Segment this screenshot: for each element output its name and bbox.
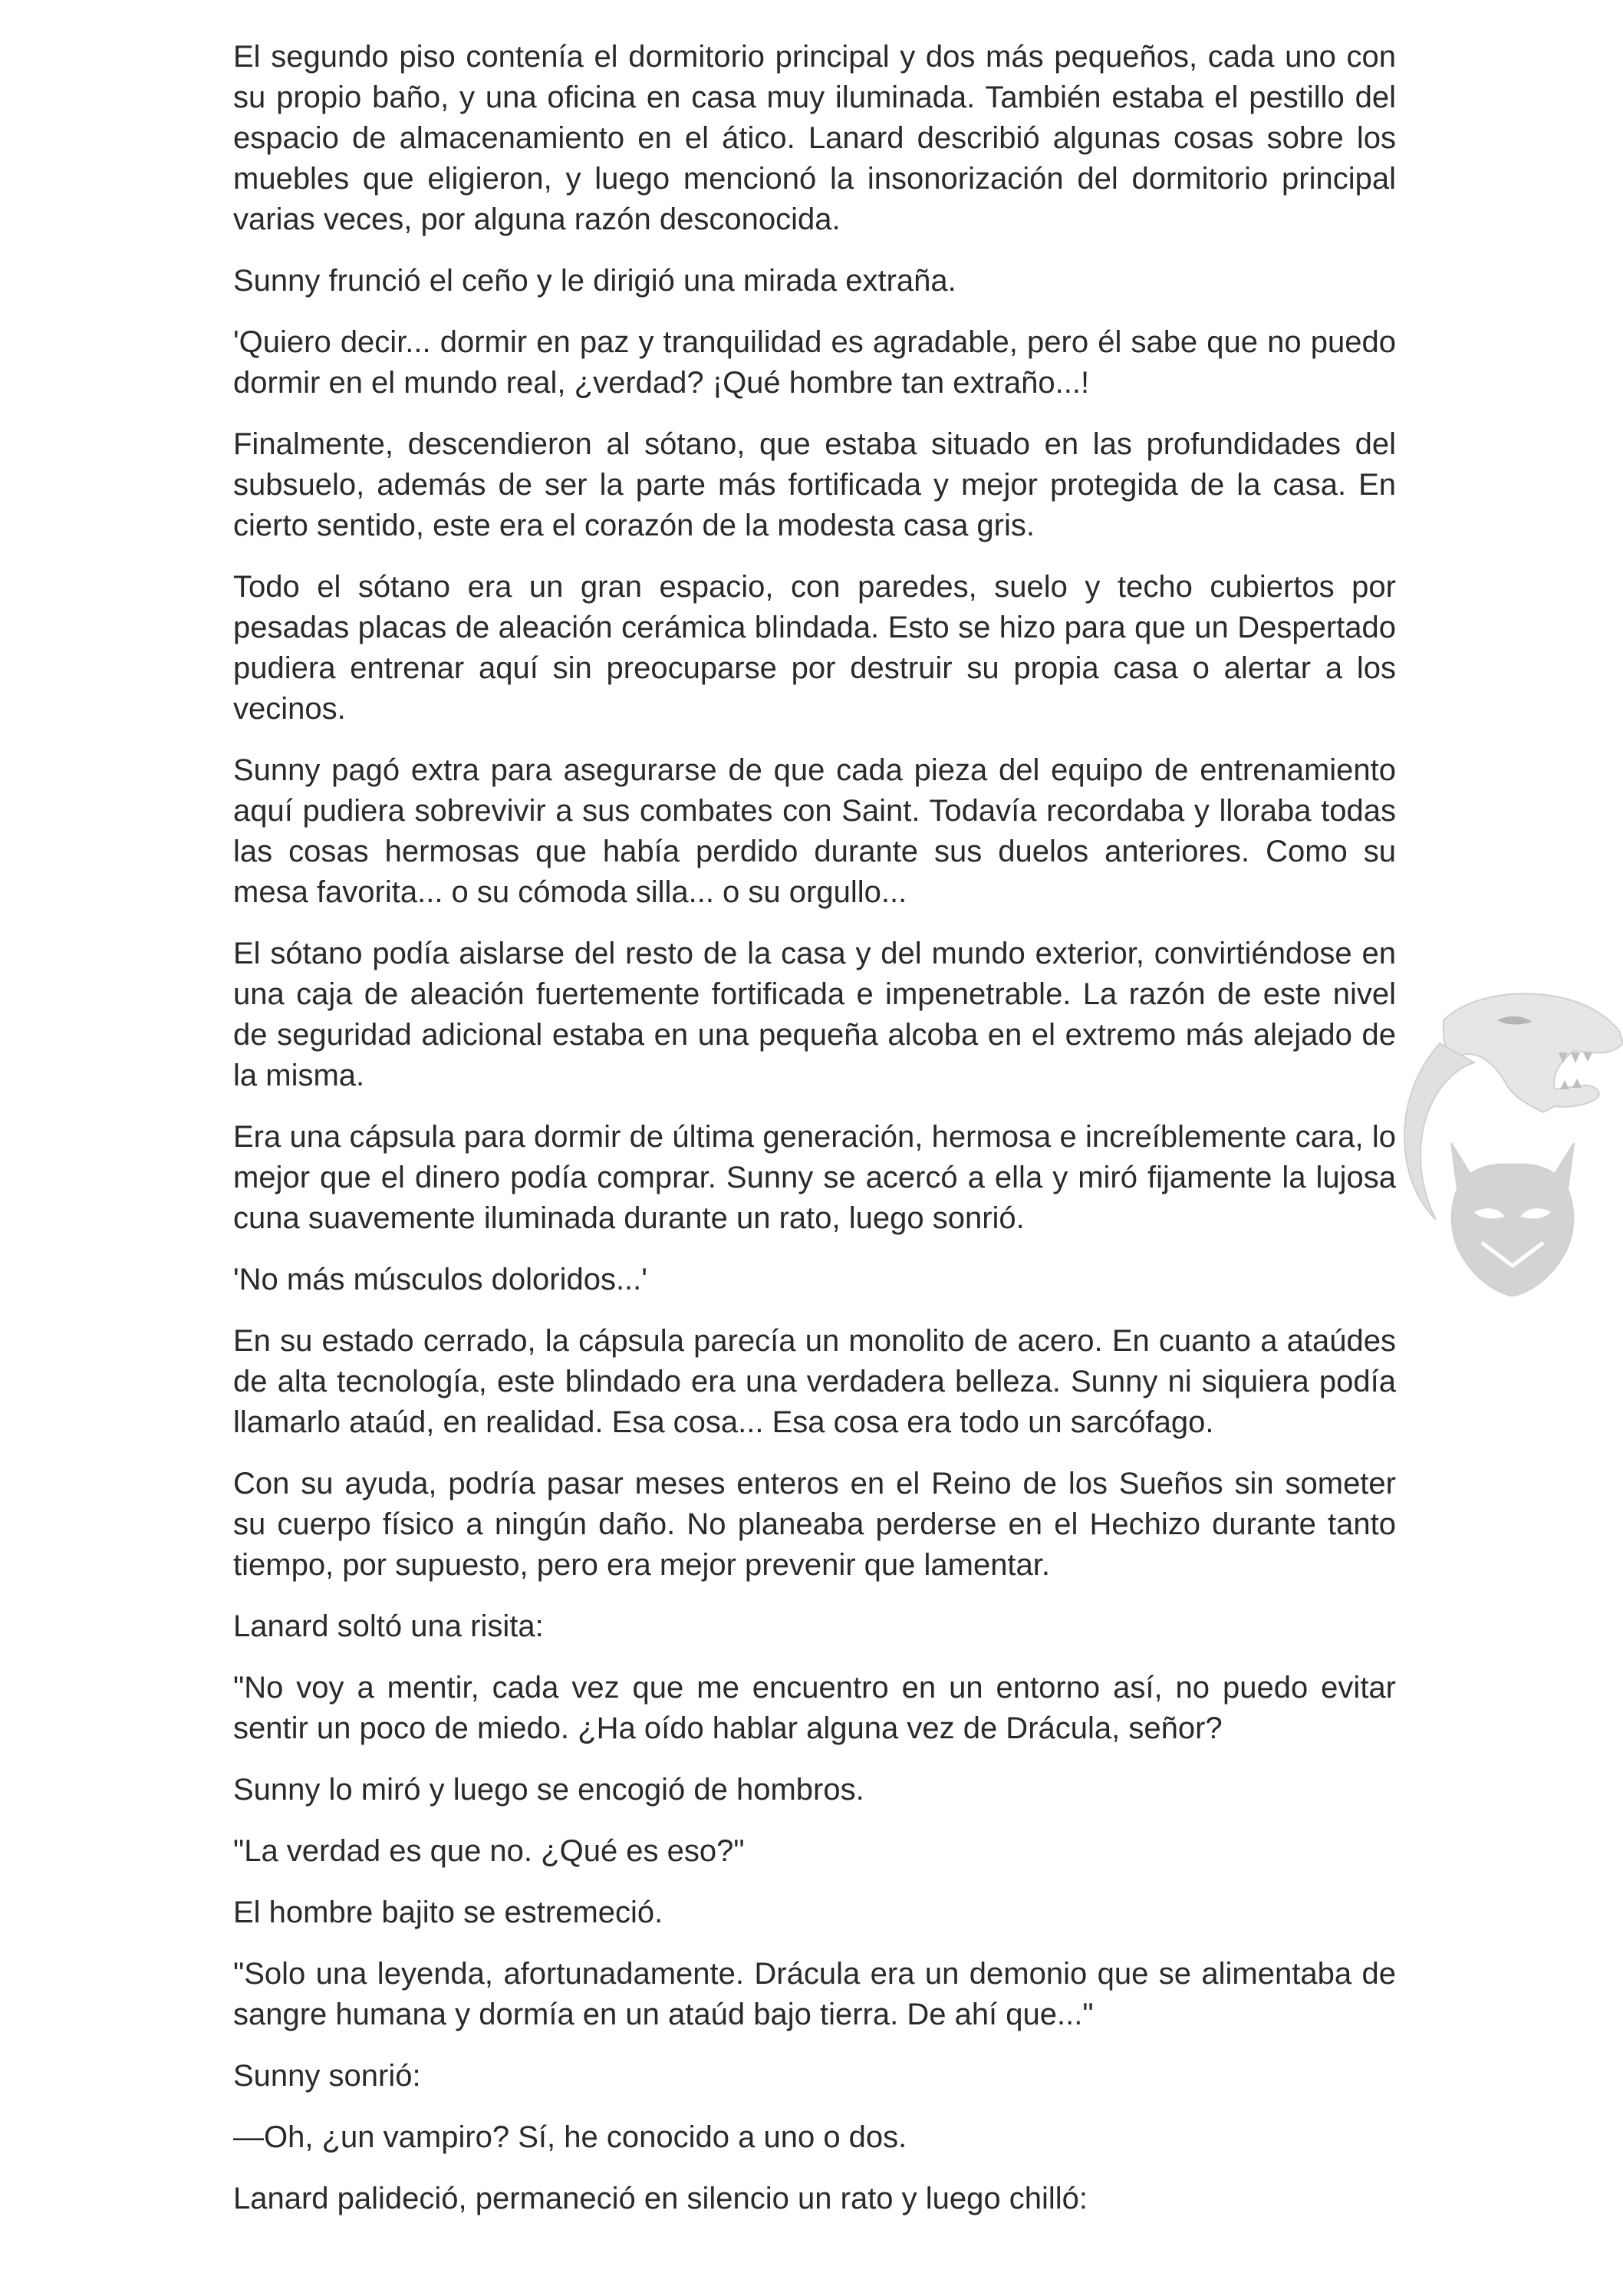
paragraph: —Oh, ¿un vampiro? Sí, he conocido a uno o dos. xyxy=(233,2120,907,2154)
paragraph: El sótano podía aislarse del resto de la casa y del mundo exterior, convirtiéndose en una caja de aleación fuertemente fortificada e impenetrable. La razón de este nivel de seguridad adicional estaba en una pequeña alcoba en el extremo más alejado de la misma. xyxy=(233,937,1396,1092)
paragraph: En su estado cerrado, la cápsula parecía un monolito de acero. En cuanto a ataúdes de alta tecnología, este blindado era una verdadera belleza. Sunny ni siquiera podía llamarlo ataúd, en realidad. Esa cosa... Esa cosa era todo un sarcófago. xyxy=(233,1324,1396,1439)
paragraph: Sunny pagó extra para asegurarse de que cada pieza del equipo de entrenamiento aquí pudiera sobrevivir a sus combates con Saint. Todavía recordaba y lloraba todas las cosas hermosas que había perdido durante sus duelos anteriores. Como su mesa favorita... o su cómoda silla... o su orgullo... xyxy=(233,753,1396,909)
paragraph: Todo el sótano era un gran espacio, con paredes, suelo y techo cubiertos por pesadas placas de aleación cerámica blindada. Esto se hizo para que un Despertado pudiera entrenar aquí sin preocuparse por destruir su propia casa o alertar a los vecinos. xyxy=(233,570,1396,726)
paragraph: Era una cápsula para dormir de última generación, hermosa e increíblemente cara, lo mejor que el dinero podía comprar. Sunny se acercó a ella y miró fijamente la lujosa cuna suavemente iluminada durante un rato, luego sonrió. xyxy=(233,1120,1396,1235)
paragraph: 'No más músculos doloridos...' xyxy=(233,1263,647,1296)
paragraph: "Solo una leyenda, afortunadamente. Drácula era un demonio que se alimentaba de sangre humana y dormía en un ataúd bajo tierra. De ahí que..." xyxy=(233,1957,1396,2031)
paragraph: "No voy a mentir, cada vez que me encuentro en un entorno así, no puedo evitar sentir un poco de miedo. ¿Ha oído hablar alguna vez de Drácula, señor? xyxy=(233,1671,1396,1745)
paragraph: Lanard palideció, permaneció en silencio un rato y luego chilló: xyxy=(233,2182,1088,2215)
paragraph: El hombre bajito se estremeció. xyxy=(233,1896,663,1929)
paragraph: 'Quiero decir... dormir en paz y tranquilidad es agradable, pero él sabe que no puedo dormir en el mundo real, ¿verdad? ¡Qué hombre tan extraño...! xyxy=(233,325,1396,400)
body-text xyxy=(233,37,1396,2240)
paragraph: Finalmente, descendieron al sótano, que estaba situado en las profundidades del subsuelo, además de ser la parte más fortificada y mejor protegida de la casa. En cierto sentido, este era el corazón de la modesta casa gris. xyxy=(233,427,1396,542)
paragraph: Sunny sonrió: xyxy=(233,2059,421,2093)
paragraph: Sunny lo miró y luego se encogió de hombros. xyxy=(233,1773,864,1807)
dinosaur-demon-watermark-icon xyxy=(1397,990,1623,1296)
paragraph: "La verdad es que no. ¿Qué es eso?" xyxy=(233,1834,745,1868)
paragraph: El segundo piso contenía el dormitorio principal y dos más pequeños, cada uno con su propio baño, y una oficina en casa muy iluminada. También estaba el pestillo del espacio de almacenamiento en el ático. Lanard describió algunas cosas sobre los muebles que eligieron, y luego mencionó la insonorización del dormitorio principal varias veces, por alguna razón desconocida. xyxy=(233,40,1396,236)
paragraph: Con su ayuda, podría pasar meses enteros en el Reino de los Sueños sin someter su cuerpo físico a ningún daño. No planeaba perderse en el Hechizo durante tanto tiempo, por supuesto, pero era mejor prevenir que lamentar. xyxy=(233,1467,1396,1582)
paragraph: Sunny frunció el ceño y le dirigió una mirada extraña. xyxy=(233,264,956,298)
paragraph: Lanard soltó una risita: xyxy=(233,1609,544,1643)
